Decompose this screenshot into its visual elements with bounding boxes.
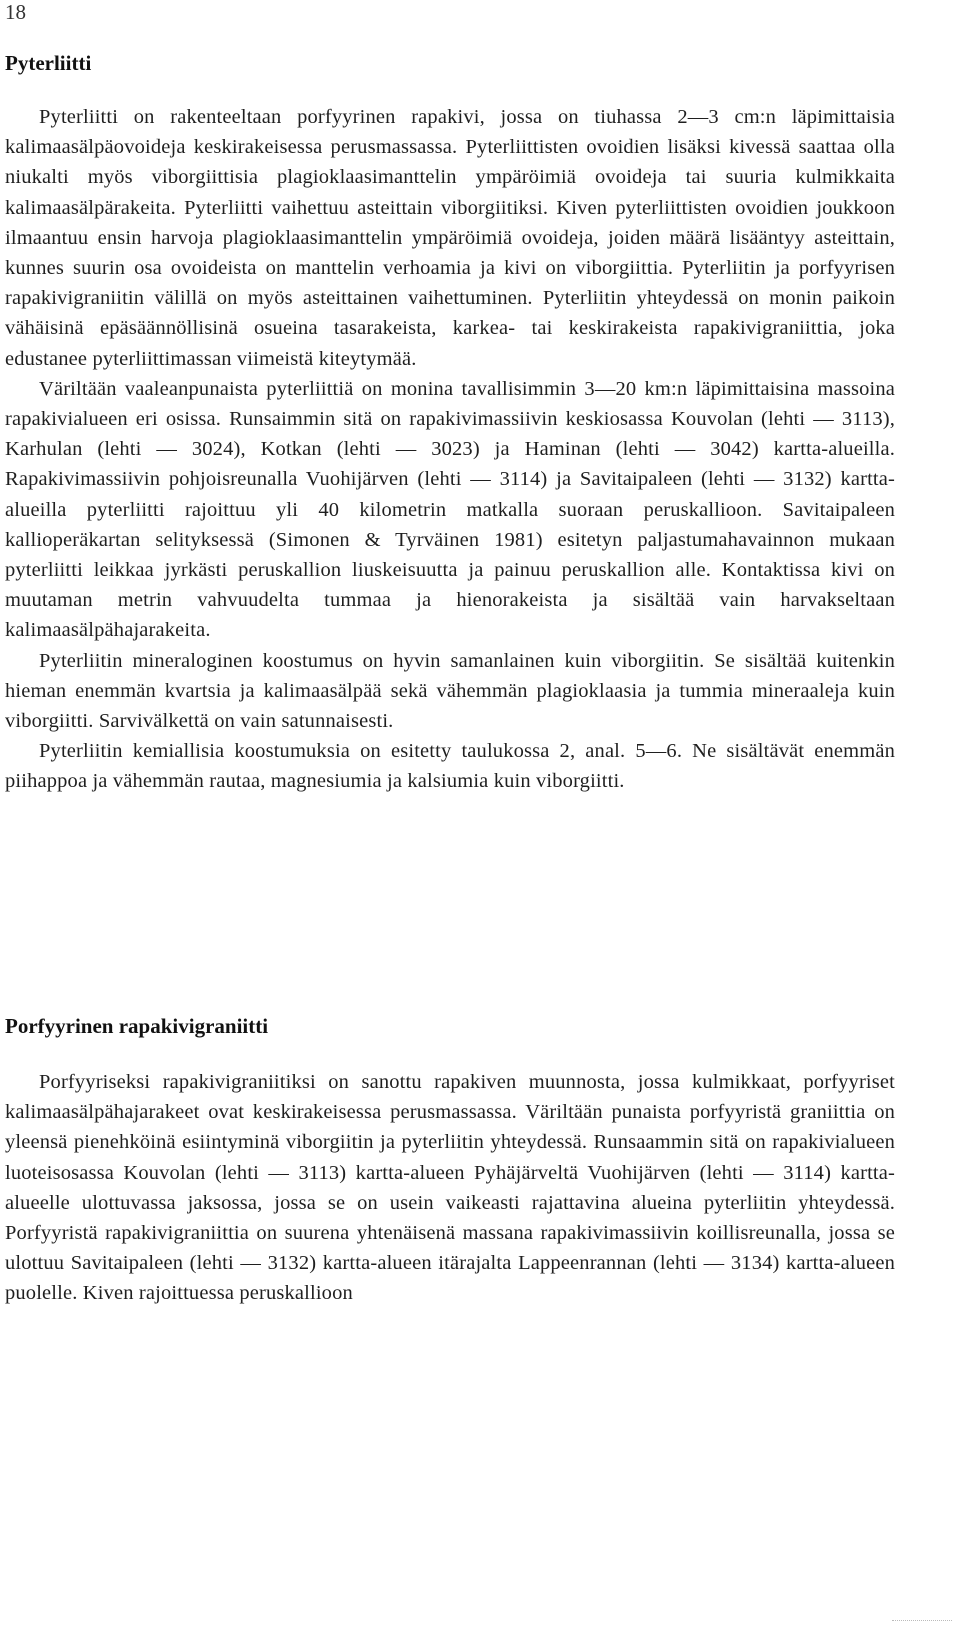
paragraph: Pyterliitin kemiallisia koostumuksia on esitetty taulukossa 2, anal. 5—6. Ne sisältävät enemmän piihappoa ja vähemmän rautaa, magnesiumia ja kalsiumia kuin viborgiitti. (5, 740, 895, 793)
section-heading: Pyterliitti (5, 51, 92, 75)
section-porfyyrinen-rapakivigraniitti (5, 1012, 895, 1309)
page-number: 18 (5, 0, 26, 24)
paragraph: Porfyyriseksi rapakivigraniitiksi on sanottu rapakiven muunnosta, jossa kulmikkaat, porfyyriset kalimaasälpähajarakeet ovat keskirakeisessa perusmassassa. Väriltään punaista porfyyristä graniittia on yleensä pienehköinä esiintyminä viborgiitin ja pyterliitin yhteydessä. Runsaammin sitä on rapakivialueen luoteisosassa Kouvolan (lehti — 3113) kartta-alueen Pyhäjärveltä Vuohijärven (lehti — 3114) kartta-alueelle ulottuvassa jaksossa, jossa se on usein vaikeasti rajattavina alueina pyterliitin yhteydessä. Porfyyristä rapakivigraniittia on suurena yhtenäisenä massana rapakivimassiivin koillisreunalla, jossa se ulottuu Savitaipaleen (lehti — 3132) kartta-alueen itärajalta Lappeenrannan (lehti — 3134) kartta-alueen puolelle. Kiven rajoittuessa peruskallioon (5, 1071, 895, 1305)
page-footer-mark (892, 1620, 952, 1621)
paragraph: Pyterliitti on rakenteeltaan porfyyrinen rapakivi, jossa on tiuhassa 2—3 cm:n läpimittaisia kalimaasälpäovoideja keskirakeisessa perusmassassa. Pyterliittisten ovoidien lisäksi kivessä saattaa olla niukalti myös viborgiittisia plagioklaasimanttelin ympäröimiä ovoideja tai suuria kulmikkaita kalimaasälpärakeita. Pyterliitti vaihettuu asteittain viborgiitiksi. Kiven pyterliittisten ovoidien joukkoon ilmaantuu ensin harvoja plagioklaasimanttelin ympäröimiä ovoideja, joiden määrä lisääntyy asteittain, kunnes suurin osa ovoideista on manttelin verhoamia ja kivi on viborgiittia. Pyterliitin ja porfyyrisen rapakivigraniitin välillä on myös asteittainen vaihettuminen. Pyterliitin yhteydessä on monin paikoin vähäisinä epäsäännöllisinä osueina tasarakeista, karkea- tai keskirakeista rapakivigraniittia, joka edustanee pyterliittimassan viimeistä kiteytymää. (5, 106, 895, 370)
paragraph: Pyterliitin mineraloginen koostumus on hyvin samanlainen kuin viborgiitin. Se sisältää kuitenkin hieman enemmän kvartsia ja kalimaasälpää sekä vähemmän plagioklaasia ja tummia mineraaleja kuin viborgiitti. Sarvivälkettä on vain satunnaisesti. (5, 649, 895, 733)
section-pyterliitti (5, 49, 895, 797)
paragraph: Väriltään vaaleanpunaista pyterliittiä on monina tavallisimmin 3—20 km:n läpimittaisina massoina rapakivialueen eri osissa. Runsaimmin sitä on rapakivimassiivin keskiosassa Kouvolan (lehti — 3113), Karhulan (lehti — 3024), Kotkan (lehti — 3023) ja Haminan (lehti — 3042) kartta-alueilla. Rapakivimassiivin pohjoisreunalla Vuohijärven (lehti — 3114) ja Savitaipaleen (lehti — 3132) kartta-alueilla pyterliitti rajoittuu yli 40 kilometrin matkalla suoraan peruskallioon. Savitaipaleen kallioperäkartan selityksessä (Simonen & Tyrväinen 1981) esitetyn paljastumahavainnon mukaan pyterliitti leikkaa jyrkästi peruskallion liuskeisuutta ja painuu peruskallion alle. Kontaktissa kivi on muutaman metrin vahvuudelta tummaa ja hienorakeista ja sisältää vain harvakseltaan kalimaasälpähajarakeita. (5, 377, 895, 642)
section-heading: Porfyyrinen rapakivigraniitti (5, 1014, 269, 1038)
